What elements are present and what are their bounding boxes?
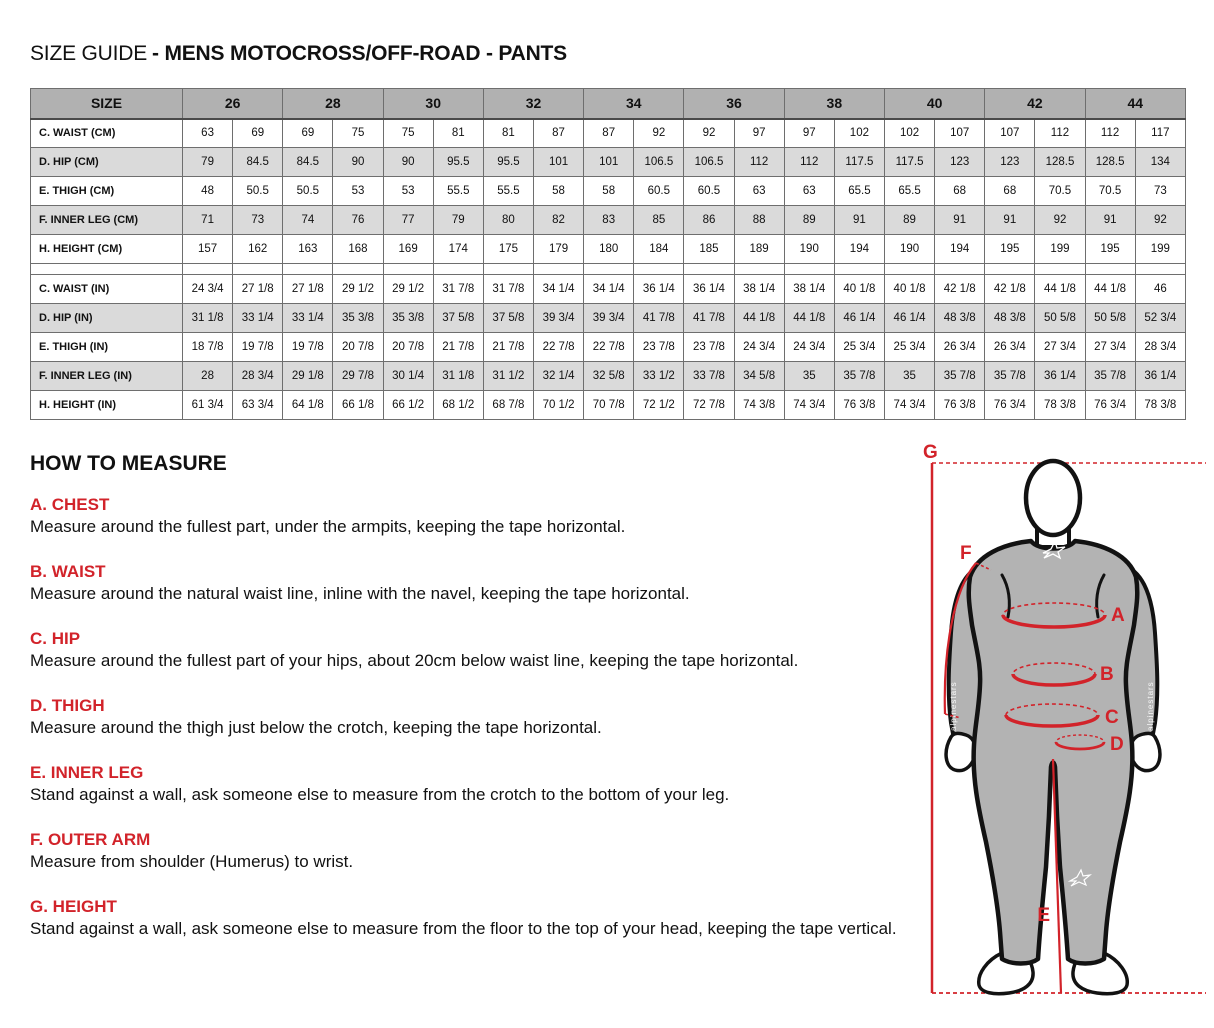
size-value-cell: 199: [1035, 235, 1085, 264]
size-value-cell: 33 1/4: [283, 304, 333, 333]
size-value-cell: 31 7/8: [433, 275, 483, 304]
size-value-cell: 39 3/4: [584, 304, 634, 333]
size-value-cell: 76 3/8: [935, 391, 985, 420]
size-value-cell: 70.5: [1085, 177, 1135, 206]
size-value-cell: 66 1/8: [333, 391, 383, 420]
size-value-cell: 35 3/8: [333, 304, 383, 333]
table-row: [31, 148, 1186, 177]
size-value-cell: 81: [433, 119, 483, 148]
size-value-cell: 46 1/4: [884, 304, 934, 333]
size-value-cell: 22 7/8: [584, 333, 634, 362]
size-value-cell: 73: [1135, 177, 1185, 206]
size-value-cell: 168: [333, 235, 383, 264]
size-value-cell: 50.5: [233, 177, 283, 206]
size-header: 26: [183, 89, 283, 119]
measure-text: Measure around the fullest part, under the armpits, keeping the tape horizontal.: [30, 517, 626, 536]
size-value-cell: 117: [1135, 119, 1185, 148]
size-value-cell: 34 1/4: [584, 275, 634, 304]
size-value-cell: 65.5: [834, 177, 884, 206]
size-value-cell: 185: [684, 235, 734, 264]
size-value-cell: 31 1/8: [433, 362, 483, 391]
size-value-cell: 60.5: [684, 177, 734, 206]
size-value-cell: 46: [1135, 275, 1185, 304]
spacer-cell: [1035, 264, 1085, 275]
size-header: 30: [383, 89, 483, 119]
row-label: C. WAIST (IN): [31, 275, 183, 304]
size-value-cell: 68: [985, 177, 1035, 206]
size-value-cell: 92: [684, 119, 734, 148]
row-label: H. HEIGHT (IN): [31, 391, 183, 420]
size-value-cell: 97: [784, 119, 834, 148]
measure-item-height: [30, 896, 910, 940]
measure-text: Measure around the fullest part of your hips, about 20cm below waist line, keeping the tape horizontal.: [30, 651, 799, 670]
size-value-cell: 92: [634, 119, 684, 148]
measure-text: Measure from shoulder (Humerus) to wrist.: [30, 852, 354, 871]
size-value-cell: 195: [985, 235, 1035, 264]
size-value-cell: 25 3/4: [884, 333, 934, 362]
spacer-cell: [533, 264, 583, 275]
row-label: F. INNER LEG (CM): [31, 206, 183, 235]
size-value-cell: 112: [1035, 119, 1085, 148]
size-value-cell: 41 7/8: [634, 304, 684, 333]
size-value-cell: 60.5: [634, 177, 684, 206]
size-value-cell: 80: [483, 206, 533, 235]
size-value-cell: 29 7/8: [333, 362, 383, 391]
spacer-cell: [383, 264, 433, 275]
size-value-cell: 87: [584, 119, 634, 148]
size-value-cell: 88: [734, 206, 784, 235]
size-value-cell: 85: [634, 206, 684, 235]
size-value-cell: 87: [533, 119, 583, 148]
size-value-cell: 21 7/8: [483, 333, 533, 362]
size-value-cell: 35: [784, 362, 834, 391]
spacer-cell: [31, 264, 183, 275]
size-value-cell: 44 1/8: [734, 304, 784, 333]
size-value-cell: 34 5/8: [734, 362, 784, 391]
size-value-cell: 63: [183, 119, 233, 148]
measure-text: Measure around the natural waist line, inline with the navel, keeping the tape horizontal.: [30, 584, 690, 603]
size-value-cell: 20 7/8: [333, 333, 383, 362]
size-header: 32: [483, 89, 583, 119]
size-value-cell: 195: [1085, 235, 1135, 264]
size-value-cell: 64 1/8: [283, 391, 333, 420]
size-value-cell: 31 1/2: [483, 362, 533, 391]
spacer-cell: [584, 264, 634, 275]
size-value-cell: 112: [734, 148, 784, 177]
size-header: 40: [884, 89, 984, 119]
size-value-cell: 28 3/4: [1135, 333, 1185, 362]
size-value-cell: 63 3/4: [233, 391, 283, 420]
how-to-measure-heading: HOW TO MEASURE: [30, 452, 227, 475]
size-header: 44: [1085, 89, 1185, 119]
measure-list: [30, 494, 910, 963]
size-value-cell: 48: [183, 177, 233, 206]
size-value-cell: 35 7/8: [935, 362, 985, 391]
size-table: [30, 88, 1186, 420]
size-value-cell: 112: [1085, 119, 1135, 148]
size-value-cell: 31 7/8: [483, 275, 533, 304]
row-label: E. THIGH (IN): [31, 333, 183, 362]
size-value-cell: 75: [333, 119, 383, 148]
size-value-cell: 74 3/4: [784, 391, 834, 420]
measure-item-inner-leg: [30, 762, 910, 806]
size-value-cell: 179: [533, 235, 583, 264]
measure-label: C. HIP: [30, 629, 81, 648]
size-value-cell: 35: [884, 362, 934, 391]
size-value-cell: 106.5: [634, 148, 684, 177]
size-value-cell: 37 5/8: [433, 304, 483, 333]
size-value-cell: 92: [1135, 206, 1185, 235]
row-label: F. INNER LEG (IN): [31, 362, 183, 391]
right-forearm-brand-text: alpinestars: [1146, 681, 1155, 731]
size-header: 36: [684, 89, 784, 119]
diagram-label-c: C: [1105, 707, 1119, 728]
size-value-cell: 42 1/8: [985, 275, 1035, 304]
size-value-cell: 50 5/8: [1085, 304, 1135, 333]
size-value-cell: 69: [233, 119, 283, 148]
size-value-cell: 35 7/8: [1085, 362, 1135, 391]
size-value-cell: 44 1/8: [784, 304, 834, 333]
size-value-cell: 33 1/4: [233, 304, 283, 333]
size-value-cell: 66 1/2: [383, 391, 433, 420]
size-value-cell: 180: [584, 235, 634, 264]
page-title-main: - MENS MOTOCROSS/OFF-ROAD - PANTS: [152, 42, 567, 65]
size-value-cell: 95.5: [433, 148, 483, 177]
spacer-cell: [985, 264, 1035, 275]
spacer-cell: [233, 264, 283, 275]
size-header: 28: [283, 89, 383, 119]
size-value-cell: 40 1/8: [834, 275, 884, 304]
size-value-cell: 76: [333, 206, 383, 235]
page-title-prefix: SIZE GUIDE: [30, 42, 148, 65]
size-value-cell: 134: [1135, 148, 1185, 177]
size-value-cell: 24 3/4: [183, 275, 233, 304]
size-value-cell: 42 1/8: [935, 275, 985, 304]
size-value-cell: 128.5: [1035, 148, 1085, 177]
size-value-cell: 68 7/8: [483, 391, 533, 420]
size-value-cell: 25 3/4: [834, 333, 884, 362]
diagram-label-a: A: [1111, 605, 1125, 626]
size-value-cell: 76 3/4: [1085, 391, 1135, 420]
size-value-cell: 123: [935, 148, 985, 177]
size-value-cell: 34 1/4: [533, 275, 583, 304]
table-row: [31, 119, 1186, 148]
size-value-cell: 101: [584, 148, 634, 177]
size-value-cell: 70 1/2: [533, 391, 583, 420]
size-value-cell: 38 1/4: [784, 275, 834, 304]
size-value-cell: 77: [383, 206, 433, 235]
size-value-cell: 194: [834, 235, 884, 264]
size-value-cell: 61 3/4: [183, 391, 233, 420]
size-value-cell: 89: [884, 206, 934, 235]
size-value-cell: 76 3/4: [985, 391, 1035, 420]
size-value-cell: 157: [183, 235, 233, 264]
size-value-cell: 97: [734, 119, 784, 148]
size-value-cell: 38 1/4: [734, 275, 784, 304]
measure-item-waist: [30, 561, 910, 605]
size-value-cell: 117.5: [884, 148, 934, 177]
measure-item-thigh: [30, 695, 910, 739]
size-value-cell: 74 3/4: [884, 391, 934, 420]
size-value-cell: 32 1/4: [533, 362, 583, 391]
size-value-cell: 71: [183, 206, 233, 235]
size-value-cell: 35 7/8: [834, 362, 884, 391]
size-value-cell: 33 7/8: [684, 362, 734, 391]
size-value-cell: 58: [584, 177, 634, 206]
size-value-cell: 79: [433, 206, 483, 235]
diagram-label-g: G: [923, 442, 938, 463]
size-value-cell: 107: [935, 119, 985, 148]
size-header: 38: [784, 89, 884, 119]
measure-item-hip: [30, 628, 910, 672]
size-value-cell: 28 3/4: [233, 362, 283, 391]
spacer-cell: [684, 264, 734, 275]
size-value-cell: 48 3/8: [935, 304, 985, 333]
size-value-cell: 20 7/8: [383, 333, 433, 362]
size-value-cell: 128.5: [1085, 148, 1135, 177]
size-value-cell: 89: [784, 206, 834, 235]
size-value-cell: 107: [985, 119, 1035, 148]
size-value-cell: 50.5: [283, 177, 333, 206]
table-row: [31, 304, 1186, 333]
size-value-cell: 91: [834, 206, 884, 235]
size-value-cell: 36 1/4: [1135, 362, 1185, 391]
size-value-cell: 26 3/4: [935, 333, 985, 362]
measure-label: D. THIGH: [30, 696, 105, 715]
table-row: [31, 235, 1186, 264]
size-value-cell: 29 1/8: [283, 362, 333, 391]
spacer-cell: [333, 264, 383, 275]
measure-label: F. OUTER ARM: [30, 830, 151, 849]
size-value-cell: 70.5: [1035, 177, 1085, 206]
size-value-cell: 68 1/2: [433, 391, 483, 420]
size-value-cell: 117.5: [834, 148, 884, 177]
measure-item-outer-arm: [30, 829, 910, 873]
size-value-cell: 39 3/4: [533, 304, 583, 333]
size-value-cell: 46 1/4: [834, 304, 884, 333]
table-row: [31, 177, 1186, 206]
size-corner-header: SIZE: [31, 89, 183, 119]
size-value-cell: 41 7/8: [684, 304, 734, 333]
size-value-cell: 174: [433, 235, 483, 264]
size-value-cell: 163: [283, 235, 333, 264]
measure-text: Stand against a wall, ask someone else to measure from the floor to the top of your head, keeping the tape vertical.: [30, 919, 897, 938]
size-value-cell: 23 7/8: [684, 333, 734, 362]
spacer-cell: [634, 264, 684, 275]
head: [1026, 461, 1080, 535]
size-value-cell: 102: [884, 119, 934, 148]
measurement-body-diagram: [898, 437, 1214, 1028]
table-header-row: [31, 89, 1186, 119]
size-value-cell: 81: [483, 119, 533, 148]
size-value-cell: 19 7/8: [283, 333, 333, 362]
diagram-label-b: B: [1100, 664, 1114, 685]
size-value-cell: 27 1/8: [233, 275, 283, 304]
size-value-cell: 91: [935, 206, 985, 235]
measure-label: A. CHEST: [30, 495, 110, 514]
measure-text: Stand against a wall, ask someone else to measure from the crotch to the bottom of your leg.: [30, 785, 730, 804]
size-value-cell: 101: [533, 148, 583, 177]
size-value-cell: 184: [634, 235, 684, 264]
size-value-cell: 68: [935, 177, 985, 206]
size-value-cell: 32 5/8: [584, 362, 634, 391]
spacer-cell: [734, 264, 784, 275]
spacer-cell: [433, 264, 483, 275]
size-value-cell: 29 1/2: [333, 275, 383, 304]
size-value-cell: 190: [784, 235, 834, 264]
row-label: H. HEIGHT (CM): [31, 235, 183, 264]
size-value-cell: 83: [584, 206, 634, 235]
size-value-cell: 27 3/4: [1085, 333, 1135, 362]
size-value-cell: 70 7/8: [584, 391, 634, 420]
size-value-cell: 28: [183, 362, 233, 391]
size-value-cell: 35 3/8: [383, 304, 433, 333]
size-value-cell: 30 1/4: [383, 362, 433, 391]
size-value-cell: 29 1/2: [383, 275, 433, 304]
size-value-cell: 74: [283, 206, 333, 235]
size-value-cell: 36 1/4: [684, 275, 734, 304]
size-value-cell: 102: [834, 119, 884, 148]
size-value-cell: 91: [1085, 206, 1135, 235]
size-value-cell: 78 3/8: [1035, 391, 1085, 420]
size-value-cell: 90: [333, 148, 383, 177]
table-row: [31, 362, 1186, 391]
size-value-cell: 190: [884, 235, 934, 264]
size-value-cell: 189: [734, 235, 784, 264]
row-label: C. WAIST (CM): [31, 119, 183, 148]
spacer-cell: [834, 264, 884, 275]
size-value-cell: 19 7/8: [233, 333, 283, 362]
spacer-cell: [884, 264, 934, 275]
table-row: [31, 206, 1186, 235]
size-value-cell: 86: [684, 206, 734, 235]
size-value-cell: 74 3/8: [734, 391, 784, 420]
size-value-cell: 50 5/8: [1035, 304, 1085, 333]
size-value-cell: 21 7/8: [433, 333, 483, 362]
size-value-cell: 194: [935, 235, 985, 264]
size-value-cell: 72 7/8: [684, 391, 734, 420]
diagram-label-f: F: [960, 543, 972, 564]
size-value-cell: 27 3/4: [1035, 333, 1085, 362]
measure-item-chest: [30, 494, 910, 538]
page-title: [30, 42, 567, 66]
diagram-label-e: E: [1037, 905, 1050, 926]
measure-label: B. WAIST: [30, 562, 106, 581]
size-value-cell: 123: [985, 148, 1035, 177]
size-value-cell: 58: [533, 177, 583, 206]
size-value-cell: 33 1/2: [634, 362, 684, 391]
spacer-cell: [1085, 264, 1135, 275]
size-value-cell: 53: [383, 177, 433, 206]
size-value-cell: 92: [1035, 206, 1085, 235]
spacer-cell: [183, 264, 233, 275]
size-value-cell: 65.5: [884, 177, 934, 206]
size-value-cell: 35 7/8: [985, 362, 1035, 391]
size-value-cell: 95.5: [483, 148, 533, 177]
spacer-cell: [283, 264, 333, 275]
measure-label: G. HEIGHT: [30, 897, 117, 916]
size-value-cell: 52 3/4: [1135, 304, 1185, 333]
size-value-cell: 55.5: [433, 177, 483, 206]
table-row: [31, 275, 1186, 304]
size-value-cell: 26 3/4: [985, 333, 1035, 362]
size-value-cell: 40 1/8: [884, 275, 934, 304]
table-row: [31, 333, 1186, 362]
size-value-cell: 36 1/4: [634, 275, 684, 304]
size-value-cell: 91: [985, 206, 1035, 235]
size-value-cell: 23 7/8: [634, 333, 684, 362]
diagram-label-d: D: [1110, 734, 1124, 755]
size-value-cell: 106.5: [684, 148, 734, 177]
row-label: D. HIP (IN): [31, 304, 183, 333]
size-value-cell: 63: [734, 177, 784, 206]
size-value-cell: 112: [784, 148, 834, 177]
size-value-cell: 31 1/8: [183, 304, 233, 333]
size-value-cell: 22 7/8: [533, 333, 583, 362]
spacer-cell: [935, 264, 985, 275]
spacer-cell: [483, 264, 533, 275]
size-value-cell: 199: [1135, 235, 1185, 264]
size-value-cell: 73: [233, 206, 283, 235]
spacer-cell: [784, 264, 834, 275]
size-value-cell: 82: [533, 206, 583, 235]
size-value-cell: 27 1/8: [283, 275, 333, 304]
size-value-cell: 90: [383, 148, 433, 177]
size-value-cell: 79: [183, 148, 233, 177]
size-value-cell: 84.5: [233, 148, 283, 177]
size-value-cell: 24 3/4: [784, 333, 834, 362]
size-value-cell: 44 1/8: [1035, 275, 1085, 304]
left-forearm-brand-text: alpinestars: [949, 681, 958, 731]
size-value-cell: 72 1/2: [634, 391, 684, 420]
size-value-cell: 55.5: [483, 177, 533, 206]
size-header: 42: [985, 89, 1085, 119]
size-value-cell: 69: [283, 119, 333, 148]
size-value-cell: 24 3/4: [734, 333, 784, 362]
size-value-cell: 44 1/8: [1085, 275, 1135, 304]
size-value-cell: 78 3/8: [1135, 391, 1185, 420]
size-value-cell: 84.5: [283, 148, 333, 177]
size-value-cell: 75: [383, 119, 433, 148]
size-value-cell: 37 5/8: [483, 304, 533, 333]
measure-label: E. INNER LEG: [30, 763, 144, 782]
row-label: D. HIP (CM): [31, 148, 183, 177]
size-value-cell: 175: [483, 235, 533, 264]
spacer-cell: [1135, 264, 1185, 275]
size-value-cell: 169: [383, 235, 433, 264]
size-header: 34: [584, 89, 684, 119]
size-value-cell: 63: [784, 177, 834, 206]
table-row: [31, 391, 1186, 420]
size-value-cell: 53: [333, 177, 383, 206]
measure-text: Measure around the thigh just below the crotch, keeping the tape horizontal.: [30, 718, 602, 737]
size-value-cell: 36 1/4: [1035, 362, 1085, 391]
size-value-cell: 48 3/8: [985, 304, 1035, 333]
size-value-cell: 162: [233, 235, 283, 264]
spacer-row: [31, 264, 1186, 275]
row-label: E. THIGH (CM): [31, 177, 183, 206]
size-value-cell: 76 3/8: [834, 391, 884, 420]
size-value-cell: 18 7/8: [183, 333, 233, 362]
